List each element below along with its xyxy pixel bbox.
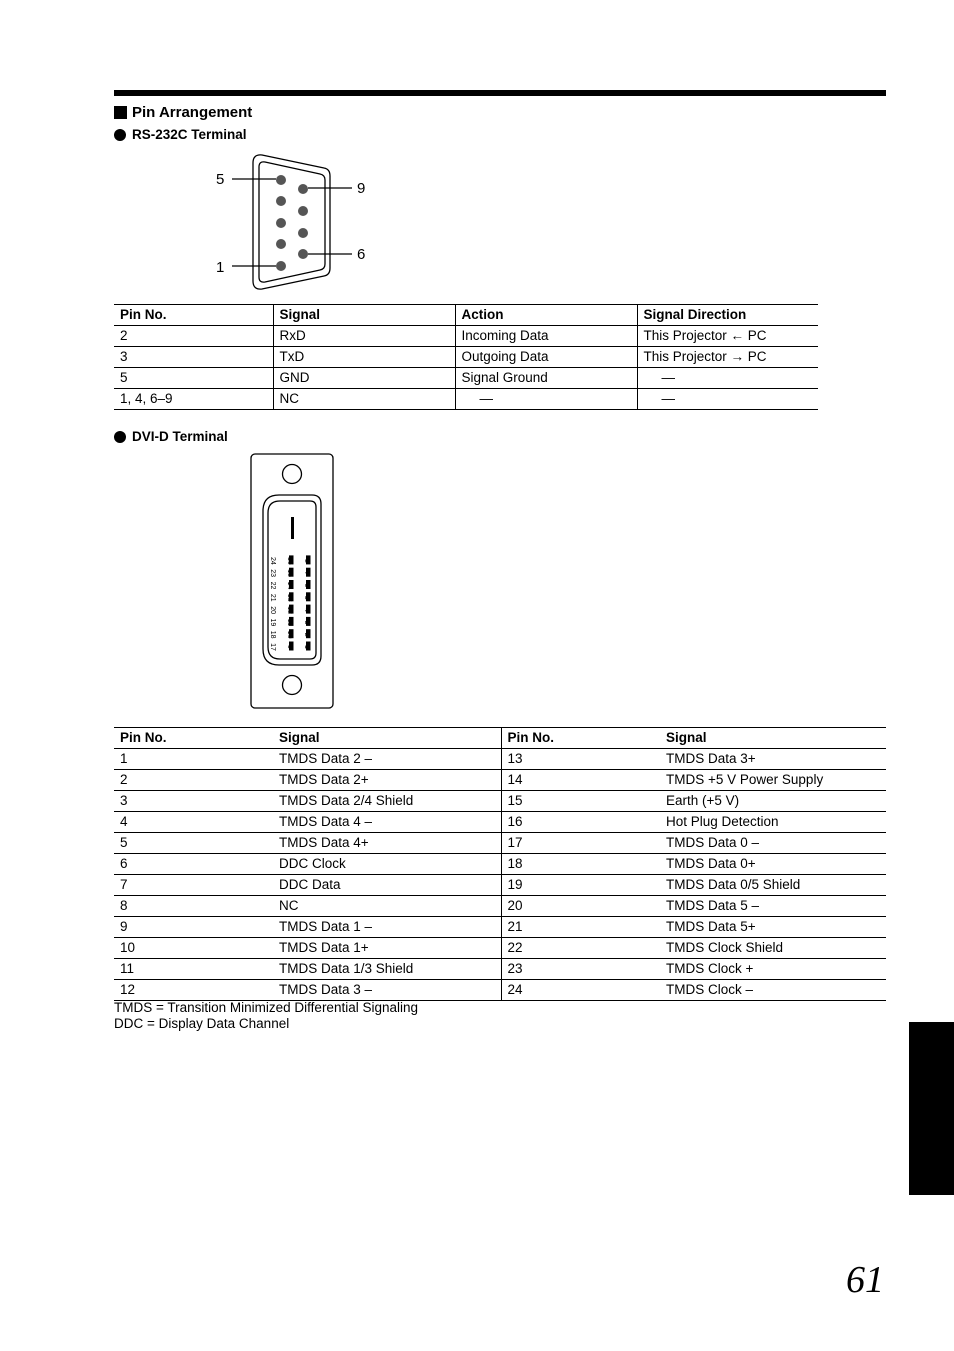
dvi-pin-number: 19: [269, 618, 276, 627]
dvi-pin-number: 10: [286, 630, 293, 639]
table-cell: 23: [501, 959, 660, 980]
rs232-shell-outer: [253, 155, 330, 289]
dvi-pin-number: 7: [303, 571, 310, 576]
dvi-pin-number: 2: [303, 632, 310, 637]
dvi-title: [114, 429, 228, 444]
dvi-pin-number: 18: [269, 630, 276, 639]
dvi-pin-number: 15: [286, 569, 293, 578]
table-cell: TMDS Data 5 –: [666, 898, 760, 913]
dvi-pin-number: 23: [269, 569, 276, 578]
table-header-row: [114, 728, 886, 749]
table-cell: 7: [120, 877, 128, 892]
rs232-pin: [276, 175, 286, 185]
table-cell: 3: [120, 793, 128, 808]
pin-label-5: 5: [216, 171, 225, 188]
dvi-title-text: DVI-D Terminal: [132, 429, 228, 444]
bullet-icon: [114, 431, 126, 443]
table-cell: 2: [120, 328, 128, 343]
table-cell: 12: [120, 982, 136, 997]
table-cell: TMDS Data 3+: [666, 751, 756, 766]
table-cell: Incoming Data: [455, 326, 637, 347]
dvi-pin-number: 16: [286, 557, 293, 565]
dvi-pin-number: 4: [303, 608, 310, 613]
table-row: [114, 347, 818, 368]
table-cell: 22: [501, 938, 660, 959]
table-cell: Earth (+5 V): [666, 793, 740, 808]
rs232-pin: [276, 239, 286, 249]
table-cell: 1: [120, 751, 128, 766]
table-row: [114, 368, 818, 389]
pin-label-9: 9: [357, 180, 366, 197]
table-cell: 18: [501, 854, 660, 875]
table-row: [114, 875, 886, 896]
table-cell: —: [637, 368, 818, 389]
dvi-screw-hole: [283, 465, 302, 484]
square-bullet-icon: [114, 106, 127, 119]
dvi-pin-number: 11: [286, 618, 293, 627]
table-cell: 11: [120, 961, 135, 976]
footnote-ddc: DDC = Display Data Channel: [114, 1016, 290, 1031]
table-cell: 3: [120, 349, 128, 364]
table-cell: DDC Data: [279, 877, 341, 892]
top-rule: [114, 90, 886, 96]
table-cell: TMDS Data 1 –: [279, 919, 373, 934]
table-row: [114, 791, 886, 812]
dvi-pin-number: 8: [303, 558, 310, 563]
table-cell: Signal Ground: [455, 368, 637, 389]
table-cell: 10: [120, 940, 136, 955]
table-cell: 5: [120, 370, 128, 385]
table-row: [114, 917, 886, 938]
table-cell: TMDS Data 2+: [279, 772, 369, 787]
table-row: [114, 326, 818, 347]
table-cell: 1, 4, 6–9: [120, 391, 173, 406]
table-cell: 2: [120, 772, 128, 787]
dvi-pin-number: 9: [286, 645, 293, 649]
table-cell: This Projector ← PC: [637, 326, 818, 347]
table-cell: TMDS Data 1/3 Shield: [279, 961, 414, 976]
table-cell: DDC Clock: [279, 856, 346, 871]
dvi-pin-number: 17: [269, 643, 276, 651]
dvi-pin-number: 14: [286, 581, 293, 590]
table-cell: 15: [501, 791, 660, 812]
dvi-pin-number: 21: [269, 593, 276, 602]
table-cell: 13: [501, 749, 660, 770]
rs232-pin: [276, 196, 286, 206]
rs232-pin-table: [114, 304, 818, 410]
table-cell: 5: [120, 835, 128, 850]
dvi-screw-hole: [283, 676, 302, 695]
table-row: [114, 833, 886, 854]
table-row: [114, 749, 886, 770]
table-cell: 4: [120, 814, 128, 829]
table-row: [114, 812, 886, 833]
table-cell: 21: [501, 917, 660, 938]
header-cell: Signal Direction: [637, 305, 818, 326]
table-cell: —: [455, 389, 637, 410]
table-row: [114, 896, 886, 917]
table-cell: TMDS Data 3 –: [279, 982, 373, 997]
dvi-pin-number: 22: [269, 581, 276, 590]
table-row: [114, 854, 886, 875]
dvi-pin-number: 24: [269, 557, 276, 565]
rs232-pin: [276, 261, 286, 271]
pin-label-6: 6: [357, 246, 366, 263]
table-cell: GND: [273, 368, 455, 389]
section-heading-text: Pin Arrangement: [132, 104, 253, 121]
table-cell: Outgoing Data: [455, 347, 637, 368]
table-cell: 19: [501, 875, 660, 896]
table-cell: 16: [501, 812, 660, 833]
table-cell: TMDS Data 5+: [666, 919, 756, 934]
dvi-pin-number: 5: [303, 595, 310, 600]
table-cell: This Projector → PC: [637, 347, 818, 368]
table-cell: TMDS Clock –: [666, 982, 754, 997]
pin-label-1: 1: [216, 259, 225, 276]
table-cell: RxD: [273, 326, 455, 347]
rs232-title-text: RS-232C Terminal: [132, 127, 247, 142]
table-cell: Hot Plug Detection: [666, 814, 779, 829]
rs232-shell-inner: [259, 162, 325, 282]
rs232-pin: [276, 218, 286, 228]
table-cell: 6: [120, 856, 128, 871]
bullet-icon: [114, 129, 126, 141]
table-cell: TxD: [273, 347, 455, 368]
table-cell: 9: [120, 919, 128, 934]
table-cell: TMDS Data 2/4 Shield: [279, 793, 414, 808]
table-cell: 24: [501, 980, 660, 1001]
rs232-pin: [298, 249, 308, 259]
table-cell: TMDS Data 0 –: [666, 835, 760, 850]
dvi-pin-number: 13: [286, 593, 293, 602]
table-row: [114, 980, 886, 1001]
table-cell: 17: [501, 833, 660, 854]
dvi-pin-number: 1: [303, 645, 310, 649]
header-cell: Action: [455, 305, 637, 326]
table-cell: 8: [120, 898, 128, 913]
table-cell: TMDS Clock +: [666, 961, 754, 976]
dvi-pin-number: 3: [303, 620, 310, 625]
footnote-tmds: TMDS = Transition Minimized Differential Signaling: [114, 1000, 419, 1015]
table-cell: TMDS Data 4+: [279, 835, 369, 850]
header-cell: Signal: [666, 730, 707, 745]
table-cell: 20: [501, 896, 660, 917]
dvi-pin-table: [114, 727, 886, 1001]
table-row: [114, 389, 818, 410]
rs232-pin: [298, 228, 308, 238]
table-cell: 14: [501, 770, 660, 791]
dvi-ground-blade: [291, 517, 294, 539]
dvi-pin-number: 20: [269, 606, 276, 614]
header-cell: Pin No.: [120, 307, 167, 322]
table-cell: TMDS Data 4 –: [279, 814, 373, 829]
header-cell: Signal: [279, 730, 320, 745]
table-row: [114, 770, 886, 791]
table-cell: TMDS Data 0/5 Shield: [666, 877, 801, 892]
table-cell: TMDS Data 2 –: [279, 751, 373, 766]
table-row: [114, 938, 886, 959]
page-number: 61: [846, 1259, 884, 1301]
header-cell: Pin No.: [120, 730, 167, 745]
table-cell: —: [637, 389, 818, 410]
dvi-pin-number: 6: [303, 583, 310, 588]
header-cell: Signal: [273, 305, 455, 326]
table-cell: TMDS Data 1+: [279, 940, 369, 955]
table-cell: TMDS Data 0+: [666, 856, 756, 871]
table-row: [114, 959, 886, 980]
header-cell: Pin No.: [501, 728, 660, 749]
dvi-pin-number: 12: [286, 606, 293, 614]
rs232-connector-diagram: [200, 150, 390, 296]
rs232-pin: [298, 184, 308, 194]
table-header-row: [114, 305, 818, 326]
side-tab: [909, 1022, 954, 1195]
rs232-title: [114, 127, 247, 142]
section-heading: [114, 104, 252, 121]
table-cell: TMDS +5 V Power Supply: [666, 772, 824, 787]
dvi-connector-diagram: [250, 453, 334, 709]
table-cell: NC: [273, 389, 455, 410]
rs232-pin: [298, 206, 308, 216]
table-cell: TMDS Clock Shield: [666, 940, 784, 955]
table-cell: NC: [279, 898, 299, 913]
